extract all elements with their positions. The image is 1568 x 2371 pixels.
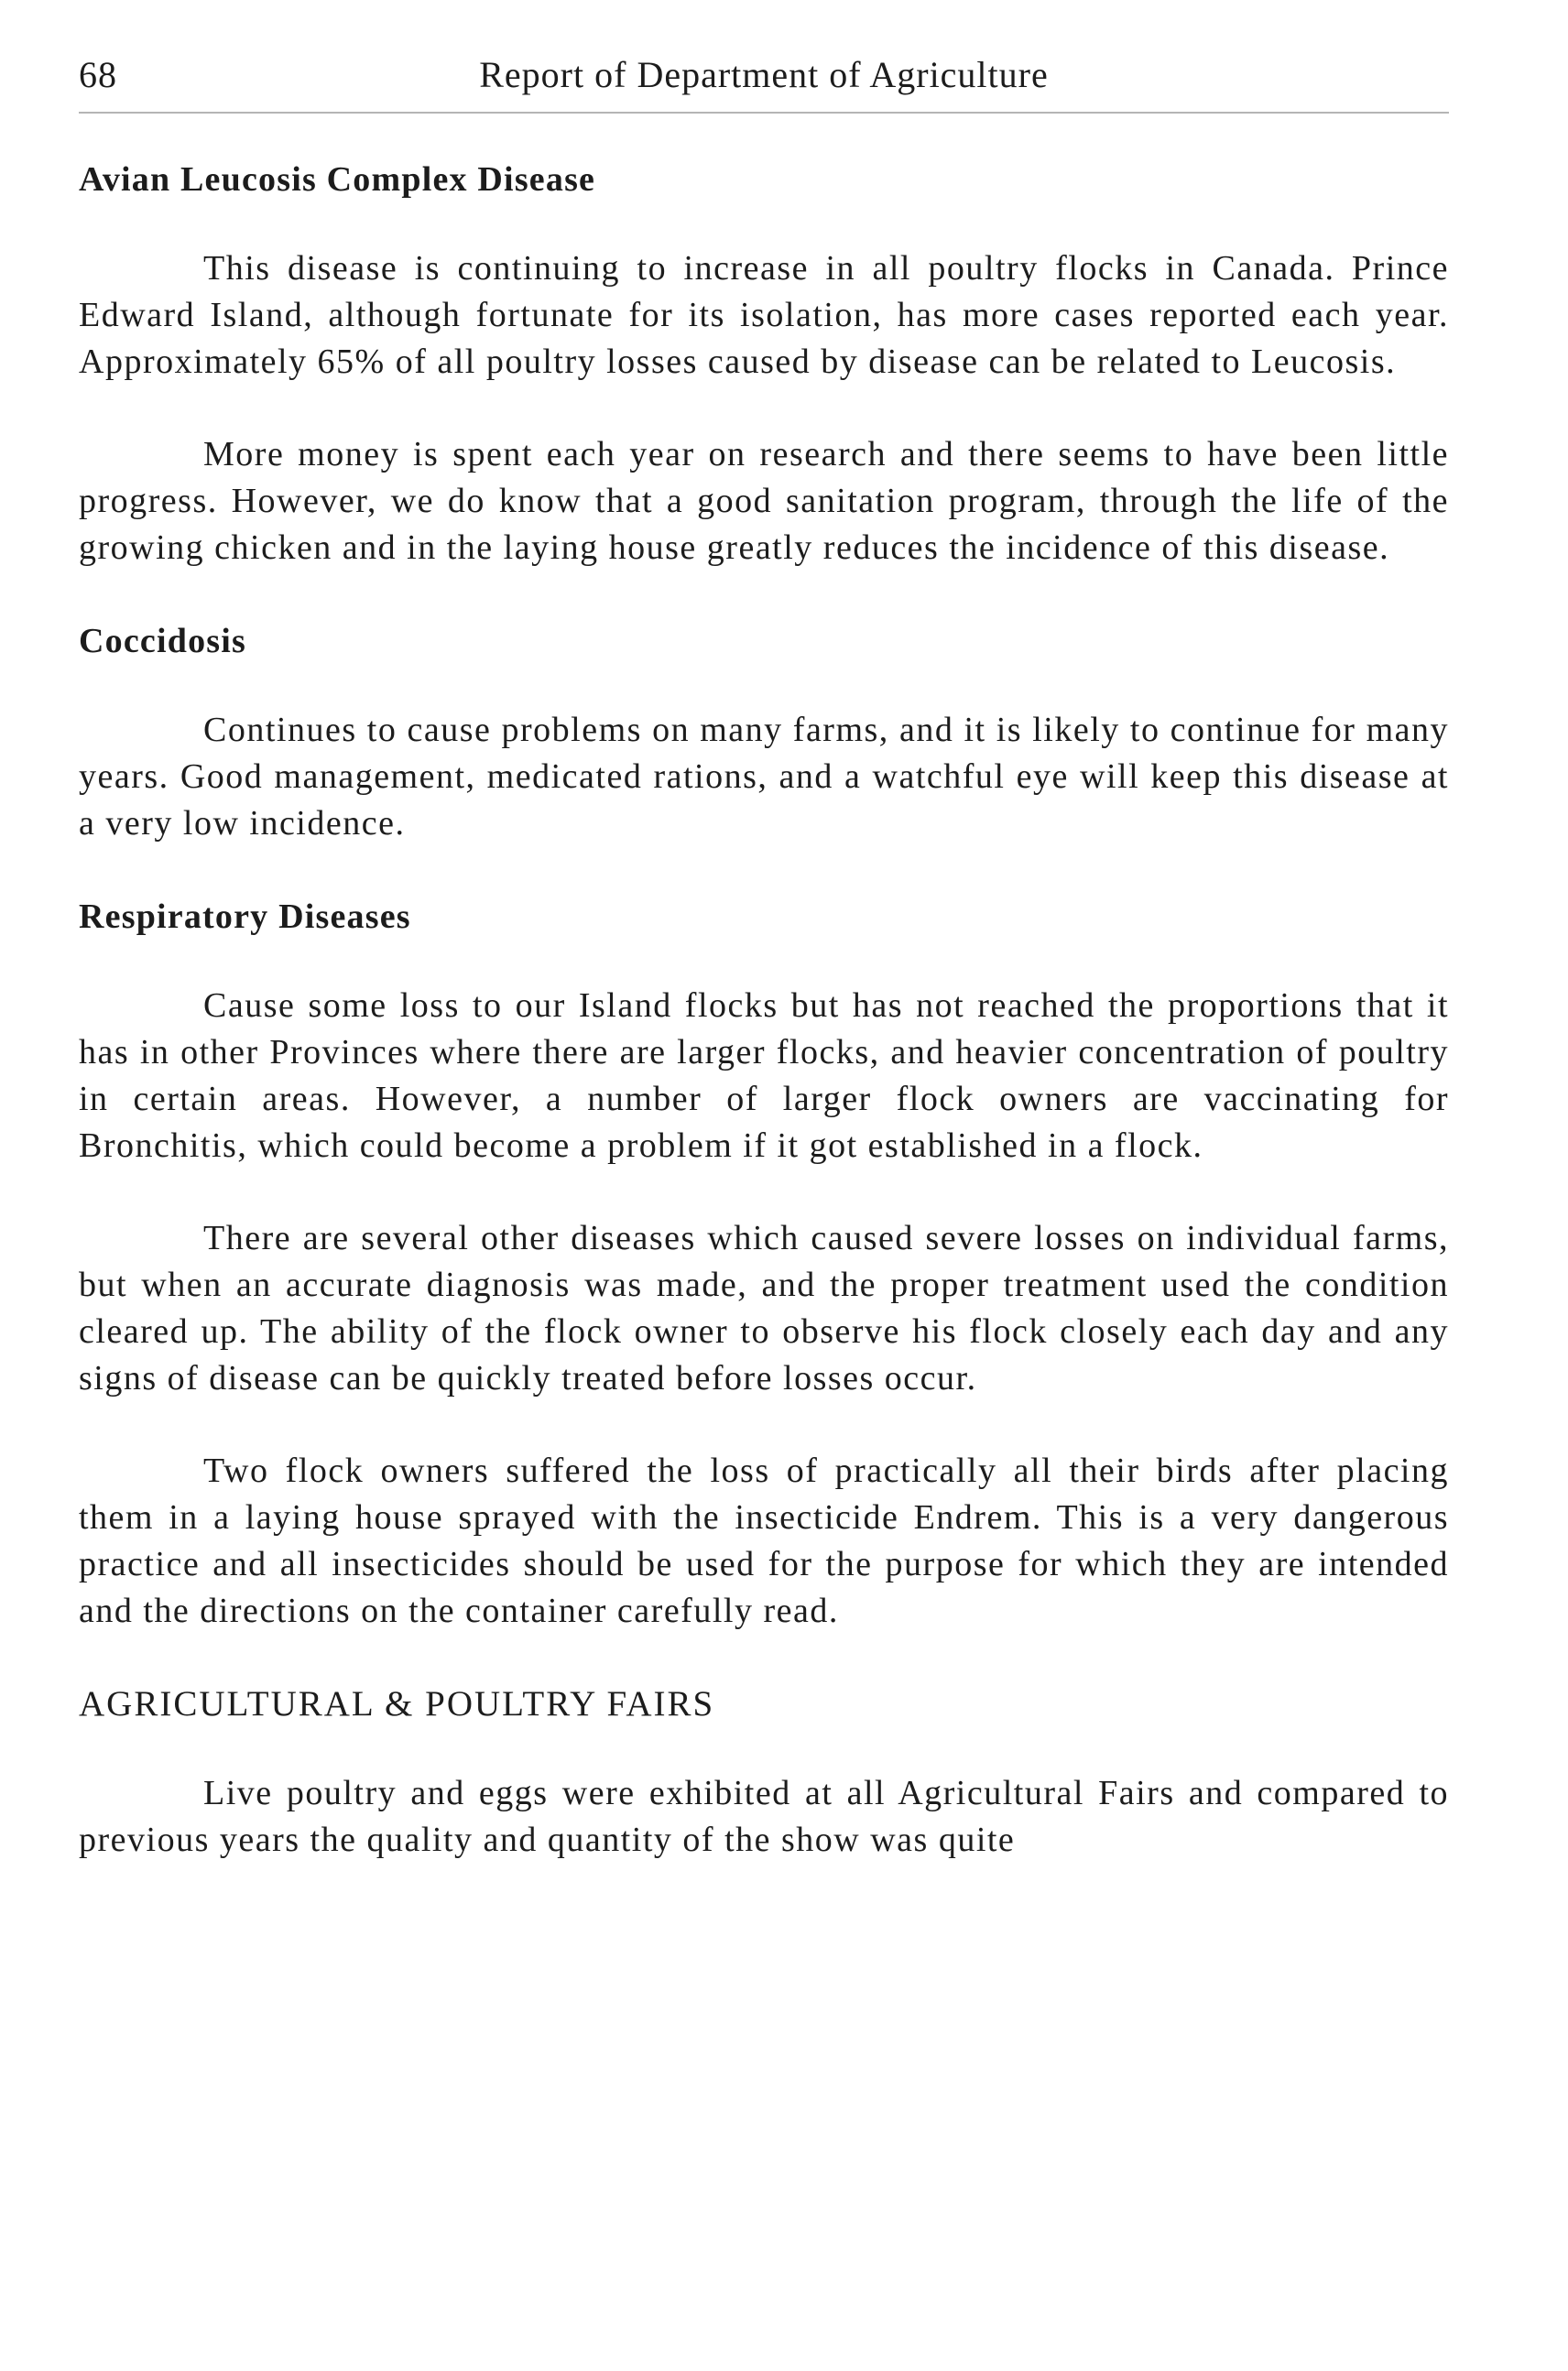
running-title: Report of Department of Agriculture	[479, 54, 1049, 95]
page-body	[79, 156, 1449, 1864]
paragraph: Two flock owners suffered the loss of practically all their birds after placing them in a laying house sprayed with the insecticide Endrem. This is a very dangerous practice and all insecticides should be used for the purpose for which they are intended and the directions on the container carefully read.	[79, 1452, 1449, 1630]
section-heading-agricultural-poultry-fairs: AGRICULTURAL & POULTRY FAIRS	[79, 1684, 715, 1724]
header-rule	[79, 112, 1449, 114]
paragraph: Continues to cause problems on many farms, and it is likely to continue for many years. Good management, medicated rations, and a watchful eye will keep this disease at a very low incidence.	[79, 711, 1449, 843]
section-heading-coccidosis: Coccidosis	[79, 622, 246, 660]
page-header	[79, 53, 1449, 108]
paragraph: This disease is continuing to increase in all poultry flocks in Canada. Prince Edward Island, although fortunate for its isolation, has more cases reported each year. Approximately 65% of all poultry losses caused by disease can be related to Leucosis.	[79, 249, 1449, 381]
paragraph: There are several other diseases which caused severe losses on individual farms, but when an accurate diagnosis was made, and the proper treatment used the condition cleared up. The ability of the flock owner to observe his flock closely each day and any signs of disease can be quickly treated before losses occur.	[79, 1219, 1449, 1398]
section-heading-respiratory-diseases: Respiratory Diseases	[79, 897, 411, 936]
section-heading-avian-leucosis: Avian Leucosis Complex Disease	[79, 160, 596, 199]
paragraph: Cause some loss to our Island flocks but has not reached the proportions that it has in other Provinces where there are larger flocks, and heavier concentration of poultry in certain areas. However, a number of larger flock owners are vaccinating for Bronchitis, which could become a problem if it got established in a flock.	[79, 986, 1449, 1165]
paragraph: Live poultry and eggs were exhibited at all Agricultural Fairs and compared to previous years the quality and quantity of the show was quite	[79, 1774, 1449, 1859]
page-number: 68	[79, 54, 117, 95]
paragraph: More money is spent each year on research and there seems to have been little progress. However, we do know that a good sanitation program, through the life of the growing chicken and in the laying house greatly reduces the incidence of this disease.	[79, 435, 1449, 567]
